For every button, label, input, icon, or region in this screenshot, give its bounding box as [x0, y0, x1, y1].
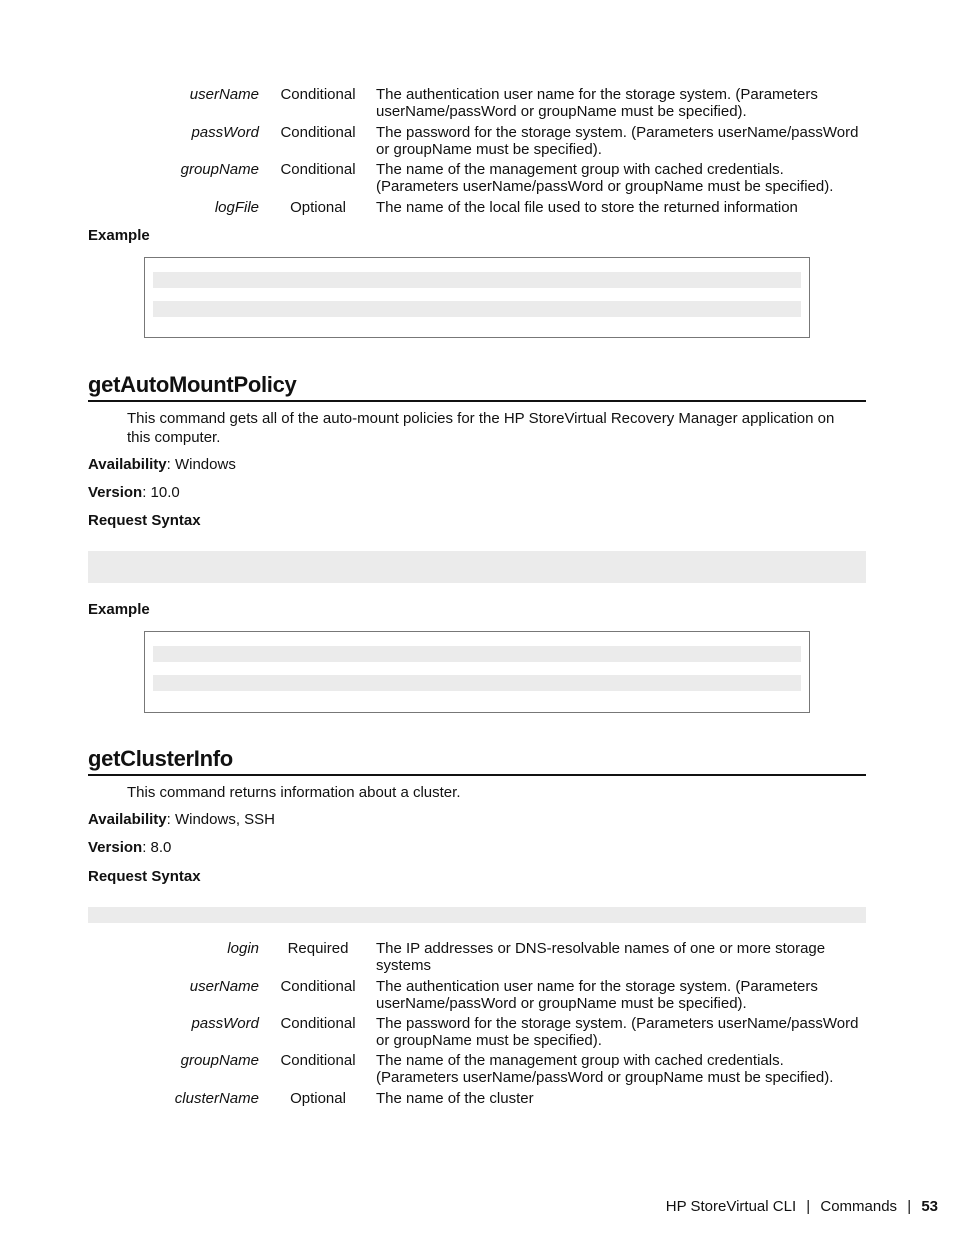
example-code-box	[144, 631, 810, 713]
desc-line: systems	[376, 957, 432, 974]
param-description	[376, 124, 876, 158]
code-line	[153, 646, 801, 662]
availability-label: Availability	[88, 811, 167, 828]
desc-line: or groupName must be specified).	[376, 141, 602, 158]
param-name: userName	[189, 86, 259, 103]
desc-line: userName/passWord or groupName must be specified).	[376, 103, 747, 120]
param-name: login	[227, 940, 259, 957]
param-name: groupName	[180, 1052, 259, 1069]
footer-product: HP StoreVirtual CLI	[665, 1198, 797, 1215]
desc-line: The password for the storage system. (Parameters userName/passWord	[376, 124, 859, 141]
param-description	[376, 199, 876, 216]
desc-line: The name of the cluster	[376, 1090, 534, 1107]
request-syntax-label: Request Syntax	[88, 512, 201, 529]
version-label: Version	[88, 839, 143, 856]
desc-line: The authentication user name for the storage system. (Parameters	[376, 86, 818, 103]
param-description	[376, 1015, 876, 1049]
param-requirement: Conditional	[280, 86, 356, 103]
param-requirement: Optional	[290, 199, 346, 216]
param-description	[376, 161, 876, 195]
footer-section: Commands	[820, 1198, 898, 1215]
desc-line: This command gets all of the auto-mount policies for the HP StoreVirtual Recovery Manager application on	[127, 410, 835, 427]
param-name: userName	[189, 978, 259, 995]
request-syntax-label: Request Syntax	[88, 868, 201, 885]
param-name: logFile	[214, 199, 259, 216]
desc-line: or groupName must be specified).	[376, 1032, 602, 1049]
page-footer	[666, 1198, 938, 1215]
footer-separator: |	[806, 1198, 811, 1215]
section-heading-getautomountpolicy: getAutoMountPolicy	[88, 372, 866, 402]
code-line	[153, 675, 801, 691]
example-code-box	[144, 257, 810, 338]
availability-label: Availability	[88, 456, 167, 473]
code-line	[153, 272, 801, 288]
desc-line: The IP addresses or DNS-resolvable names of one or more storage	[376, 940, 826, 957]
availability	[88, 456, 236, 473]
desc-line: this computer.	[127, 429, 221, 446]
param-requirement: Conditional	[280, 978, 356, 995]
desc-line: The password for the storage system. (Parameters userName/passWord	[376, 1015, 859, 1032]
version	[88, 484, 180, 501]
page-number: 53	[921, 1198, 938, 1215]
version-value: : 8.0	[142, 839, 172, 856]
param-requirement: Conditional	[280, 161, 356, 178]
param-name: passWord	[191, 124, 259, 141]
section-heading-getclusterinfo: getClusterInfo	[88, 746, 866, 776]
param-name: clusterName	[174, 1090, 259, 1107]
footer-separator: |	[907, 1198, 912, 1215]
desc-line: The name of the local file used to store the returned information	[376, 199, 798, 216]
desc-line: The name of the management group with cached credentials.	[376, 1052, 784, 1069]
desc-line: (Parameters userName/passWord or groupName must be specified).	[376, 178, 834, 195]
param-requirement: Conditional	[280, 1052, 356, 1069]
version-label: Version	[88, 484, 143, 501]
param-name: passWord	[191, 1015, 259, 1032]
example-label: Example	[88, 601, 150, 618]
desc-line: This command returns information about a cluster.	[127, 784, 461, 801]
param-name: groupName	[180, 161, 259, 178]
desc-line: The name of the management group with cached credentials.	[376, 161, 784, 178]
version-value: : 10.0	[142, 484, 180, 501]
param-requirement: Conditional	[280, 124, 356, 141]
param-description	[376, 940, 876, 974]
desc-line: userName/passWord or groupName must be specified).	[376, 995, 747, 1012]
version	[88, 839, 171, 856]
availability-value: : Windows	[166, 456, 236, 473]
desc-line: The authentication user name for the storage system. (Parameters	[376, 978, 818, 995]
param-requirement: Optional	[290, 1090, 346, 1107]
desc-line: (Parameters userName/passWord or groupName must be specified).	[376, 1069, 834, 1086]
param-requirement: Required	[287, 940, 349, 957]
example-label: Example	[88, 227, 150, 244]
availability	[88, 811, 275, 828]
param-description	[376, 86, 876, 120]
code-line	[153, 301, 801, 317]
request-syntax-block	[88, 551, 866, 583]
param-description	[376, 1090, 876, 1107]
section-description	[127, 783, 867, 802]
availability-value: : Windows, SSH	[166, 811, 276, 828]
request-syntax-block	[88, 907, 866, 923]
param-row	[0, 86, 954, 120]
param-description	[376, 978, 876, 1012]
param-table-top	[0, 86, 954, 120]
param-requirement: Conditional	[280, 1015, 356, 1032]
section-description	[127, 409, 867, 447]
param-description	[376, 1052, 876, 1086]
